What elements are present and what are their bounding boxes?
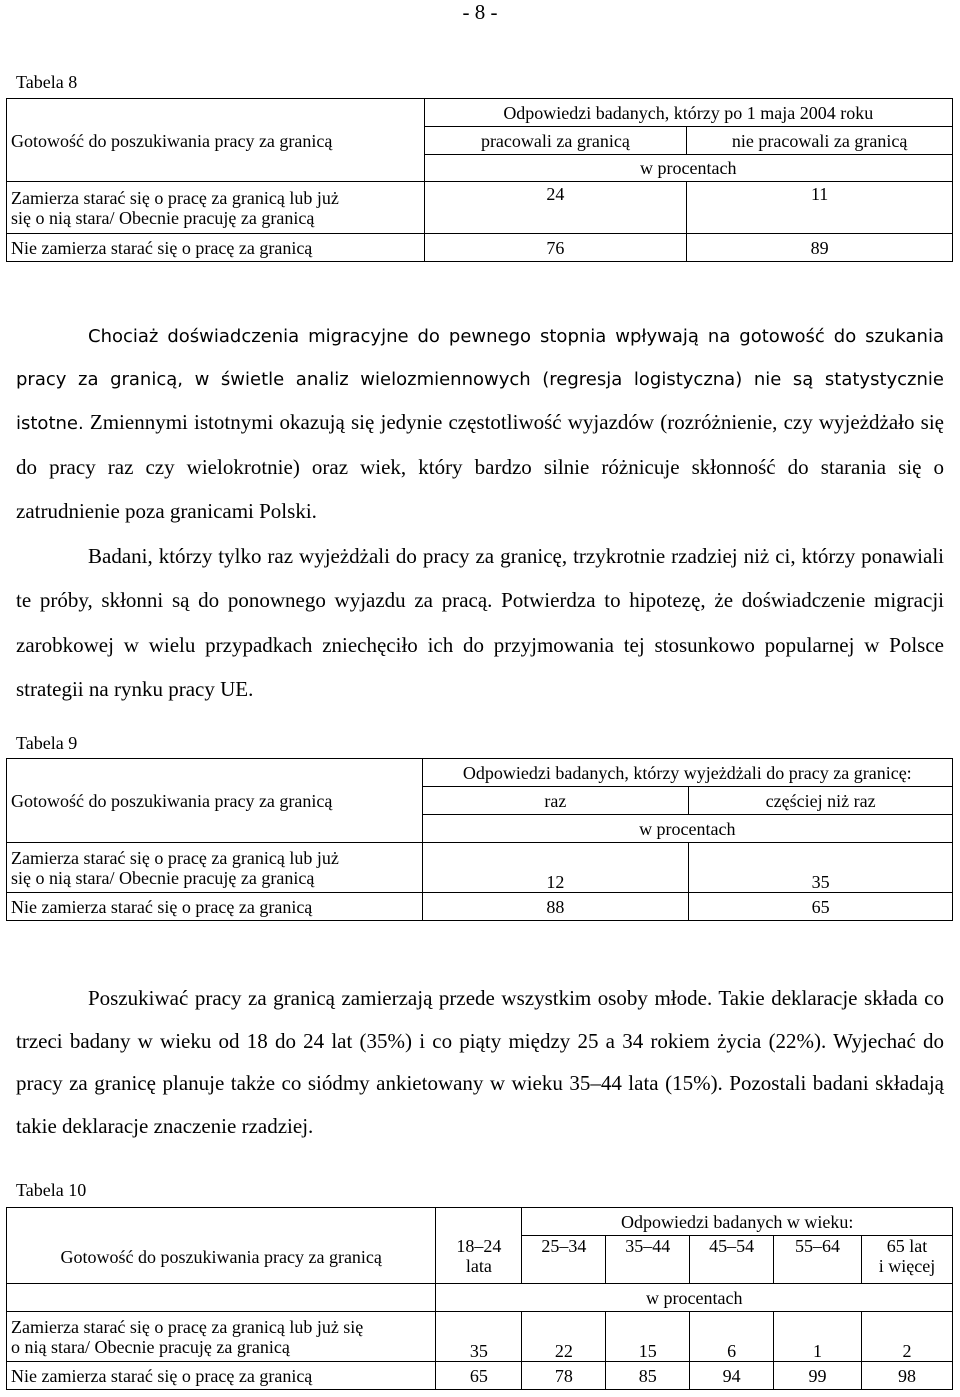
table-row	[7, 843, 953, 893]
table-cell: 2	[861, 1312, 952, 1362]
body-paragraph: Chociaż doświadczenia migracyjne do pewnego stopnia wpływają na gotowość do szukania pracy za granicą, w świetle analiz wielozmiennowych (regresja logistyczna) nie są statystycznie istotne. Zmiennymi istotnymi okazują się jedynie częstotliwość wyjazdów (rozróżnienie, czy wyjeżdżało się do pracy raz czy wielokrotnie) oraz wiek, który bardzo silnie różnicuje skłonność do starania się o zatrudnienie poza granicami Polski. Badani, którzy tylko raz wyjeżdżali do pracy za granicę, trzykrotnie rzadziej niż ci, którzy ponawiali te próby, skłonni są do ponownego wyjazdu za pracą. Potwierdza to hipotezę, że doświadczenie migracji zarobkowej w wielu przypadkach zniechęciło ich do przyjmowania tej stosunkowo popularnej w Polsce strategii na rynku pracy UE.	[16, 326, 944, 701]
row-label: Zamierza starać się o pracę za granicą lub już się o nią stara/ Obecnie pracuję za granicą	[7, 843, 423, 893]
table-cell: 15	[606, 1312, 690, 1362]
table9-col-header: częściej niż raz	[689, 787, 953, 815]
table8-row-header-label: Gotowość do poszukiwania pracy za granicą	[7, 127, 425, 155]
table10-unit: w procentach	[436, 1284, 953, 1312]
table-cell: 76	[424, 234, 687, 262]
table-cell: 12	[422, 843, 689, 893]
table8	[6, 98, 953, 262]
table10-col-header: 45–54	[690, 1236, 774, 1284]
table-row	[7, 182, 953, 234]
table-cell: 35	[689, 843, 953, 893]
table8-col-header: nie pracowali za granicą	[687, 127, 953, 155]
table10-col-header: 25–34	[522, 1236, 606, 1284]
table10-gap-cell	[436, 1208, 522, 1236]
table9-caption: Tabela 9	[16, 733, 78, 753]
table-cell: 35	[436, 1312, 522, 1362]
table10-col-header: 55–64	[774, 1236, 862, 1284]
table-cell: 22	[522, 1312, 606, 1362]
table8-unit: w procentach	[424, 155, 952, 182]
row-label: Zamierza starać się o pracę za granicą lub już się o nią stara/ Obecnie pracuję za granicą	[7, 182, 425, 234]
table9-row-header-end	[7, 815, 423, 843]
table-cell: 94	[690, 1362, 774, 1390]
table-cell: 88	[422, 893, 689, 921]
table-row	[7, 893, 953, 921]
row-label: Nie zamierza starać się o pracę za granicą	[7, 234, 425, 262]
row-label: Nie zamierza starać się o pracę za granicą	[7, 893, 423, 921]
table10	[6, 1207, 953, 1390]
page-number: - 8 -	[462, 0, 498, 24]
table-cell: 6	[690, 1312, 774, 1362]
table10-caption: Tabela 10	[16, 1180, 87, 1200]
table9-row-header	[7, 759, 423, 787]
body-paragraph: Poszukiwać pracy za granicą zamierzają przede wszystkim osoby młode. Takie deklaracje składa co trzeci badany w wieku od 18 do 24 lat (35%) i co piąty między 25 a 34 rokiem życia (22%). Wyjechać do pracy za granicę planuje także co siódmy ankietowany w wieku 35–44 lata (15%). Pozostali badani składają takie deklaracje znaczenie rzadziej.	[16, 986, 944, 1138]
table8-row-header-end	[7, 155, 425, 182]
table8-col-header: pracowali za granicą	[424, 127, 687, 155]
table10-col-header: 35–44	[606, 1236, 690, 1284]
table9-row-header-label: Gotowość do poszukiwania pracy za granicą	[7, 787, 423, 815]
table9-col-header: raz	[422, 787, 689, 815]
row-label: Zamierza starać się o pracę za granicą lub już się o nią stara/ Obecnie pracuję za granicą	[7, 1312, 436, 1362]
table-cell: 98	[861, 1362, 952, 1390]
table-cell: 65	[436, 1362, 522, 1390]
table-cell: 99	[774, 1362, 862, 1390]
table-cell: 65	[689, 893, 953, 921]
table9	[6, 758, 953, 921]
table-cell: 11	[687, 182, 953, 234]
table-row	[7, 1362, 953, 1390]
table9-unit: w procentach	[422, 815, 952, 843]
table10-col-header: 18–24 lata	[436, 1236, 522, 1284]
table8-group-header: Odpowiedzi badanych, którzy po 1 maja 2004 roku	[424, 99, 952, 127]
table10-row-header: Gotowość do poszukiwania pracy za granicą	[7, 1208, 436, 1284]
table-cell: 78	[522, 1362, 606, 1390]
table-row	[7, 234, 953, 262]
row-label: Nie zamierza starać się o pracę za granicą	[7, 1362, 436, 1390]
table8-row-header	[7, 99, 425, 127]
table-cell: 89	[687, 234, 953, 262]
table-cell: 1	[774, 1312, 862, 1362]
table-row	[7, 1312, 953, 1362]
table10-group-header: Odpowiedzi badanych w wieku:	[522, 1208, 953, 1236]
table10-unit-spacer	[7, 1284, 436, 1312]
table9-group-header: Odpowiedzi badanych, którzy wyjeżdżali do pracy za granicę:	[422, 759, 952, 787]
table8-caption: Tabela 8	[16, 72, 78, 92]
table10-col-header: 65 lat i więcej	[861, 1236, 952, 1284]
table-cell: 85	[606, 1362, 690, 1390]
table-cell: 24	[424, 182, 687, 234]
